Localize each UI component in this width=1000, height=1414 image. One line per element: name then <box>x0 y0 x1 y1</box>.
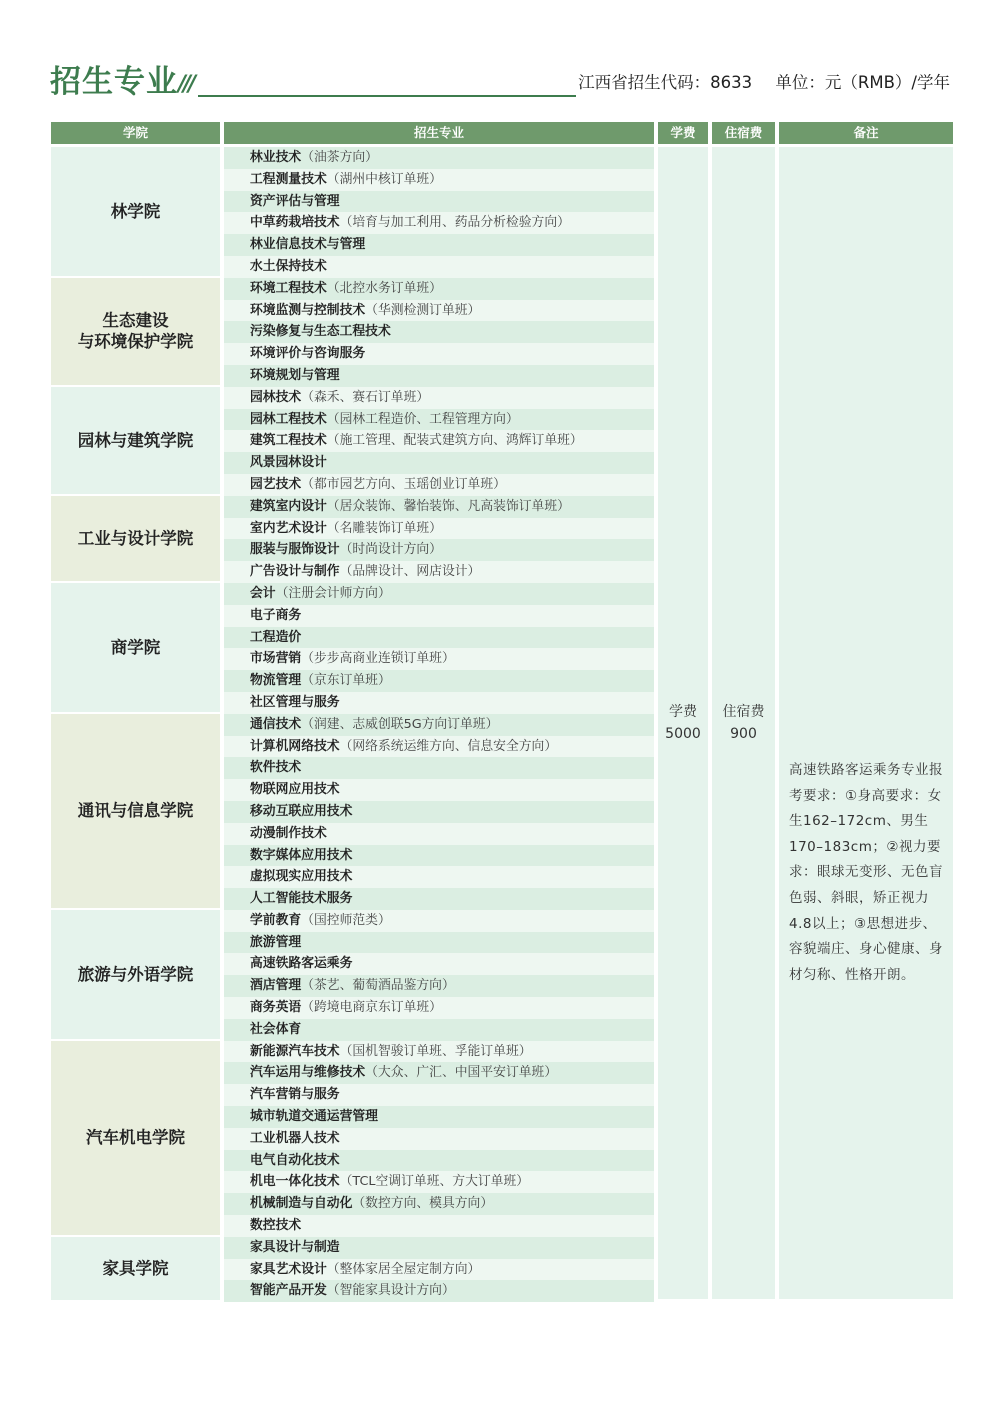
major-row <box>224 343 654 365</box>
major-row <box>224 997 654 1019</box>
major-row <box>224 474 654 496</box>
major-row <box>224 801 654 823</box>
major-name: 资产评估与管理 <box>250 193 340 209</box>
major-row <box>224 321 654 343</box>
major-name: 酒店管理 <box>250 978 302 994</box>
major-row <box>224 1280 654 1302</box>
major-name: 环境监测与控制技术 <box>250 302 366 318</box>
major-note: （智能家具设计方向） <box>326 1283 455 1299</box>
major-name: 数字媒体应用技术 <box>250 847 353 863</box>
notes-cell <box>779 147 953 1299</box>
major-name: 动漫制作技术 <box>250 825 327 841</box>
major-row <box>224 1171 654 1193</box>
major-name: 物流管理 <box>250 673 302 689</box>
major-name: 社区管理与服务 <box>250 694 340 710</box>
major-name: 数控技术 <box>250 1218 302 1234</box>
college-cell: 商学院 <box>51 583 220 712</box>
major-row <box>224 910 654 932</box>
major-name: 智能产品开发 <box>250 1283 327 1299</box>
major-name: 工程造价 <box>250 629 302 645</box>
major-row <box>224 518 654 540</box>
major-name: 新能源汽车技术 <box>250 1043 340 1059</box>
major-name: 园林工程技术 <box>250 411 327 427</box>
major-note: （跨境电商京东订单班） <box>301 1000 442 1016</box>
major-row <box>224 866 654 888</box>
major-name: 旅游管理 <box>250 934 302 950</box>
major-row <box>224 387 654 409</box>
th-college: 学院 <box>51 122 220 144</box>
major-row <box>224 1106 654 1128</box>
major-name: 环境规划与管理 <box>250 367 340 383</box>
major-row <box>224 365 654 387</box>
major-row <box>224 1193 654 1215</box>
title-slashes: /// <box>178 72 194 97</box>
major-row <box>224 823 654 845</box>
major-row <box>224 605 654 627</box>
th-tuition: 学费 <box>658 122 708 144</box>
major-row <box>224 278 654 300</box>
majors-list <box>224 147 654 1302</box>
major-name: 学前教育 <box>250 912 302 928</box>
major-row <box>224 888 654 910</box>
major-name: 服装与服饰设计 <box>250 542 340 558</box>
major-name: 城市轨道交通运营管理 <box>250 1109 378 1125</box>
major-name: 汽车营销与服务 <box>250 1087 340 1103</box>
major-row <box>224 539 654 561</box>
major-note: （居众装饰、馨怡装饰、凡高装饰订单班） <box>326 498 570 514</box>
major-note: （网络系统运维方向、信息安全方向） <box>339 738 558 754</box>
tuition-cell <box>658 147 708 1299</box>
college-cell: 工业与设计学院 <box>51 496 220 581</box>
college-cell: 汽车机电学院 <box>51 1041 220 1235</box>
major-name: 园艺技术 <box>250 476 302 492</box>
major-name: 虚拟现实应用技术 <box>250 869 353 885</box>
major-row <box>224 409 654 431</box>
currency-unit: 单位：元（RMB）/学年 <box>775 73 950 92</box>
major-name: 会计 <box>250 585 276 601</box>
college-cell: 通讯与信息学院 <box>51 714 220 908</box>
major-name: 电气自动化技术 <box>250 1152 340 1168</box>
major-name: 计算机网络技术 <box>250 738 340 754</box>
major-name: 通信技术 <box>250 716 302 732</box>
major-row <box>224 561 654 583</box>
tuition-value: 5000 <box>665 726 701 742</box>
major-name: 室内艺术设计 <box>250 520 327 536</box>
major-row <box>224 648 654 670</box>
major-note: （森禾、赛石订单班） <box>301 389 430 405</box>
header-meta <box>574 70 950 96</box>
major-note: （润建、志威创联5G方向订单班） <box>301 716 499 732</box>
college-cell: 园林与建筑学院 <box>51 387 220 494</box>
major-note: （培育与加工利用、药品分析检验方向） <box>339 215 570 231</box>
college-cell: 林学院 <box>51 147 220 276</box>
major-note: （时尚设计方向） <box>339 542 442 558</box>
major-name: 家具设计与制造 <box>250 1239 340 1255</box>
major-name: 环境工程技术 <box>250 280 327 296</box>
major-note: （华测检测订单班） <box>365 302 481 318</box>
major-row <box>224 1019 654 1041</box>
major-row <box>224 1128 654 1150</box>
major-row <box>224 736 654 758</box>
major-name: 移动互联应用技术 <box>250 803 353 819</box>
major-row <box>224 1150 654 1172</box>
major-name: 广告设计与制作 <box>250 564 340 580</box>
major-note: （园林工程造价、工程管理方向） <box>326 411 519 427</box>
major-name: 人工智能技术服务 <box>250 891 353 907</box>
major-name: 物联网应用技术 <box>250 782 340 798</box>
major-note: （名雕装饰订单班） <box>326 520 442 536</box>
lodging-value: 900 <box>730 726 757 742</box>
college-cell: 旅游与外语学院 <box>51 910 220 1039</box>
major-name: 建筑工程技术 <box>250 433 327 449</box>
th-lodging: 住宿费 <box>712 122 775 144</box>
college-cell: 生态建设 与环境保护学院 <box>51 278 220 385</box>
major-row <box>224 692 654 714</box>
major-name: 电子商务 <box>250 607 302 623</box>
major-note: （大众、广汇、中国平安订单班） <box>365 1065 558 1081</box>
major-row <box>224 430 654 452</box>
college-cell: 家具学院 <box>51 1237 220 1300</box>
major-row <box>224 779 654 801</box>
major-row <box>224 670 654 692</box>
major-note: （国控师范类） <box>301 912 391 928</box>
major-note: （注册会计师方向） <box>275 585 391 601</box>
major-row <box>224 1259 654 1281</box>
major-row <box>224 452 654 474</box>
major-name: 林业技术 <box>250 150 302 165</box>
major-name: 社会体育 <box>250 1021 302 1037</box>
major-row <box>224 627 654 649</box>
major-name: 市场营销 <box>250 651 302 667</box>
major-row <box>224 234 654 256</box>
major-row <box>224 1237 654 1259</box>
major-row <box>224 1215 654 1237</box>
major-row <box>224 147 654 169</box>
major-row <box>224 714 654 736</box>
lodging-label: 住宿费 <box>722 704 765 720</box>
major-name: 水土保持技术 <box>250 258 327 274</box>
th-major: 招生专业 <box>224 122 654 144</box>
title-rule <box>198 95 576 97</box>
major-row <box>224 975 654 997</box>
major-note: （国机智骏订单班、孚能订单班） <box>339 1043 532 1059</box>
major-name: 工业机器人技术 <box>250 1130 340 1146</box>
major-note: （TCL空调订单班、方大订单班） <box>339 1174 530 1190</box>
th-notes: 备注 <box>779 122 953 144</box>
major-row <box>224 1062 654 1084</box>
major-name: 商务英语 <box>250 1000 302 1016</box>
major-note: （品牌设计、网店设计） <box>339 564 481 580</box>
major-row <box>224 212 654 234</box>
major-name: 污染修复与生态工程技术 <box>250 324 391 340</box>
major-name: 风景园林设计 <box>250 455 327 471</box>
major-note: （数控方向、模具方向） <box>352 1196 494 1212</box>
major-row <box>224 932 654 954</box>
major-name: 环境评价与咨询服务 <box>250 346 366 362</box>
major-note: （茶艺、葡萄酒品鉴方向） <box>301 978 455 994</box>
major-name: 汽车运用与维修技术 <box>250 1065 366 1081</box>
notes-text: 高速铁路客运乘务专业报考要求：①身高要求：女生162–172cm、男生170–183cm；②视力要求：眼球无变形、无色盲色弱、斜眼，矫正视力4.8以上；③思想进步、容貌端庄、身心健康、身材匀称、性格开朗。 <box>789 762 943 983</box>
major-row <box>224 845 654 867</box>
major-name: 软件技术 <box>250 760 302 776</box>
major-name: 中草药栽培技术 <box>250 215 340 231</box>
major-note: （施工管理、配装式建筑方向、鸿辉订单班） <box>326 433 583 449</box>
major-row <box>224 1084 654 1106</box>
major-name: 机电一体化技术 <box>250 1174 340 1190</box>
major-row <box>224 496 654 518</box>
page-title: 招生专业 <box>50 64 178 100</box>
major-row <box>224 583 654 605</box>
major-name: 机械制造与自动化 <box>250 1196 353 1212</box>
major-row <box>224 300 654 322</box>
major-note: （湖州中核订单班） <box>326 171 442 187</box>
enrollment-code: 江西省招生代码：8633 <box>578 73 753 92</box>
major-name: 园林技术 <box>250 389 302 405</box>
major-row <box>224 757 654 779</box>
tuition-label: 学费 <box>668 704 697 720</box>
page-header <box>50 62 950 102</box>
major-row <box>224 169 654 191</box>
major-name: 林业信息技术与管理 <box>250 237 366 253</box>
major-note: （北控水务订单班） <box>326 280 442 296</box>
major-name: 家具艺术设计 <box>250 1261 327 1277</box>
major-name: 高速铁路客运乘务 <box>250 956 353 972</box>
lodging-cell <box>712 147 775 1299</box>
major-row <box>224 256 654 278</box>
major-name: 工程测量技术 <box>250 171 327 187</box>
major-row <box>224 191 654 213</box>
major-note: （都市园艺方向、玉瑶创业订单班） <box>301 476 506 492</box>
major-row <box>224 1041 654 1063</box>
major-note: （油茶方向） <box>301 150 378 165</box>
major-note: （步步高商业连锁订单班） <box>301 651 455 667</box>
major-row <box>224 953 654 975</box>
major-note: （整体家居全屋定制方向） <box>326 1261 481 1277</box>
major-note: （京东订单班） <box>301 673 391 689</box>
major-name: 建筑室内设计 <box>250 498 327 514</box>
